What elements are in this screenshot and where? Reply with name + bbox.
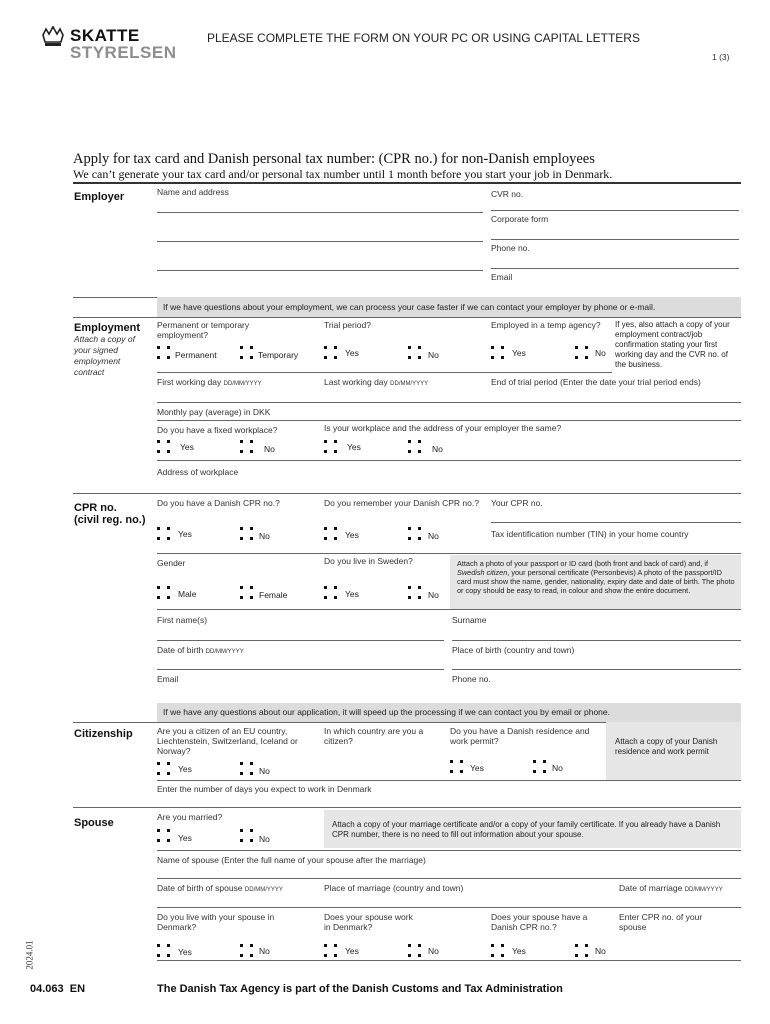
divider (491, 239, 739, 240)
spouse-cpr-yes-checkbox[interactable] (491, 944, 504, 957)
eu-yes-label: Yes (178, 764, 192, 774)
temporary-checkbox[interactable] (240, 346, 253, 359)
place-birth-label: Place of birth (country and town) (452, 645, 575, 655)
trial-yes-checkbox[interactable] (324, 346, 337, 359)
trial-no-checkbox[interactable] (408, 346, 421, 359)
section-employment: Employment (74, 322, 141, 334)
logo-text-skatte: SKATTE (70, 26, 140, 45)
permit-yes-label: Yes (470, 763, 484, 773)
spouse-work-yes-checkbox[interactable] (324, 944, 337, 957)
note-part-2: , your personal certificate (Personbevis) A photo of the passport/ID card must show the name, gender, nationality, expiry date and date of birth. The photo or copy should be easy to read, in colour and show the entire document. (457, 568, 735, 595)
last-working-day-label (324, 377, 428, 387)
divider (157, 960, 741, 961)
male-label: Male (178, 589, 197, 599)
spouse-cpr-enter-label: Enter CPR no. of your spouse (619, 912, 703, 932)
email-field[interactable] (157, 685, 444, 698)
employment-attach-note: Attach a copy of your signed employment contract (74, 334, 135, 377)
live-sweden-question: Do you live in Sweden? (324, 556, 413, 566)
have-cpr-no-label: No (259, 531, 270, 541)
surname-label: Surname (452, 615, 487, 625)
sweden-yes-checkbox[interactable] (324, 586, 337, 599)
section-spouse: Spouse (74, 817, 114, 829)
female-checkbox[interactable] (240, 586, 253, 599)
divider (491, 268, 739, 269)
days-work-field[interactable] (157, 795, 741, 807)
have-cpr-yes-checkbox[interactable] (157, 527, 170, 540)
page-number: 1 (3) (712, 52, 730, 62)
email-label: Email (157, 674, 179, 684)
agency-attach-note: If yes, also attach a copy of your employment contract/job confirmation stating your first working day and the CVR no. of the business. (615, 320, 730, 369)
workplace-address-label: Address of workplace (157, 467, 239, 477)
phone-field[interactable] (452, 685, 741, 698)
section-cpr: CPR no. (74, 502, 117, 514)
eu-yes-checkbox[interactable] (157, 762, 170, 775)
divider (157, 372, 612, 373)
live-with-yes-checkbox[interactable] (157, 944, 170, 957)
spouse-dob-label (157, 883, 283, 893)
marriage-attach-note: Attach a copy of your marriage certificate and/or a copy of your family certificate. If you already have a Danish CPR number, there is no need to fill out information about your spouse. (332, 820, 721, 839)
divider (157, 907, 741, 908)
remember-yes-label: Yes (345, 530, 359, 540)
date-marriage-text: Date of marriage (619, 883, 683, 893)
spouse-name-field[interactable] (157, 866, 741, 878)
divider (452, 669, 741, 670)
which-country-question: In which country are you a citizen? (324, 726, 424, 746)
monthly-pay-label: Monthly pay (average) in DKK (157, 407, 271, 417)
first-working-day-label (157, 377, 262, 387)
married-yes-checkbox[interactable] (157, 829, 170, 842)
divider (452, 640, 741, 641)
have-cpr-no-checkbox[interactable] (240, 527, 253, 540)
trial-question: Trial period? (324, 320, 371, 330)
divider (157, 850, 741, 851)
end-trial-field[interactable] (491, 388, 739, 402)
divider (157, 669, 444, 670)
male-checkbox[interactable] (157, 586, 170, 599)
note-part-1: Attach a photo of your passport or ID card (both front and back of card) and, if (457, 559, 709, 568)
date-format: DD/MM/YYYY (244, 887, 283, 893)
sweden-no-label: No (428, 590, 439, 600)
your-cpr-label: Your CPR no. (491, 498, 543, 508)
last-working-day-text: Last working day (324, 377, 388, 387)
married-no-checkbox[interactable] (240, 829, 253, 842)
dob-label (157, 645, 244, 655)
divider (73, 807, 741, 808)
perm-temp-question: Permanent or temporary employment? (157, 320, 250, 340)
section-employer: Employer (74, 191, 125, 203)
divider (157, 640, 444, 641)
eu-no-checkbox[interactable] (240, 762, 253, 775)
divider (157, 241, 483, 242)
spouse-name-label: Name of spouse (Enter the full name of your spouse after the marriage) (157, 855, 426, 865)
divider (157, 553, 741, 554)
date-format: DD/MM/YYYY (223, 381, 262, 387)
which-country-field[interactable] (324, 748, 442, 776)
same-no-label: No (432, 444, 443, 454)
permanent-label: Permanent (175, 350, 217, 360)
employer-phone-field[interactable] (491, 253, 739, 267)
place-marriage-label: Place of marriage (country and town) (324, 883, 464, 893)
tin-field[interactable] (491, 540, 739, 552)
divider (157, 609, 741, 610)
date-format: DD/MM/YYYY (205, 649, 244, 655)
date-format: DD/MM/YYYY (684, 887, 723, 893)
title-rule (73, 182, 741, 184)
dob-text: Date of birth (157, 645, 204, 655)
note-emphasis: Swedish citizen (457, 568, 508, 577)
have-cpr-yes-label: Yes (178, 529, 192, 539)
employer-email-field[interactable] (491, 282, 739, 296)
last-working-day-field[interactable] (324, 388, 484, 402)
temp-agency-question: Employed in a temp agency? (491, 320, 601, 330)
same-yes-checkbox[interactable] (324, 440, 337, 453)
fixed-no-label: No (264, 444, 275, 454)
date-marriage-label (619, 883, 723, 893)
first-working-day-field[interactable] (157, 388, 317, 402)
remember-no-checkbox[interactable] (408, 527, 421, 540)
fixed-yes-checkbox[interactable] (157, 440, 170, 453)
employer-contact-notice: If we have questions about your employment, we can process your case faster if we can contact your employer by phone or e-mail. (157, 297, 741, 317)
live-with-spouse-question: Do you live with your spouse in Denmark? (157, 912, 275, 932)
section-cpr-sub: (civil reg. no.) (74, 514, 146, 526)
spouse-dob-text: Date of birth of spouse (157, 883, 243, 893)
spouse-cpr-no-label: No (595, 946, 606, 956)
sweden-no-checkbox[interactable] (408, 586, 421, 599)
trial-no-label: No (428, 350, 439, 360)
corporate-form-label: Corporate form (491, 214, 549, 224)
permanent-checkbox[interactable] (157, 346, 170, 359)
form-instruction: PLEASE COMPLETE THE FORM ON YOUR PC OR USING CAPITAL LETTERS (207, 31, 640, 45)
same-address-question: Is your workplace and the address of your employer the same? (324, 423, 562, 433)
dob-field[interactable] (157, 656, 444, 669)
permit-no-checkbox[interactable] (533, 760, 546, 773)
live-with-no-label: No (259, 946, 270, 956)
divider (157, 878, 741, 879)
residence-permit-question: Do you have a Danish residence and work permit? (450, 726, 590, 746)
date-format: DD/MM/YYYY (390, 381, 429, 387)
permit-no-label: No (552, 763, 563, 773)
have-cpr-question: Do you have a Danish CPR no.? (157, 498, 280, 508)
gender-label: Gender (157, 558, 186, 568)
agency-footer: The Danish Tax Agency is part of the Danish Customs and Tax Administration (157, 983, 563, 995)
same-yes-label: Yes (347, 442, 361, 452)
employer-phone-label: Phone no. (491, 243, 530, 253)
section-citizenship: Citizenship (74, 728, 133, 740)
employer-email-label: Email (491, 272, 513, 282)
first-names-label: First name(s) (157, 615, 208, 625)
married-yes-label: Yes (178, 833, 192, 843)
agency-yes-checkbox[interactable] (491, 346, 504, 359)
permit-attach-note: Attach a copy of your Danish residence and work permit (615, 737, 718, 756)
spouse-cpr-yes-label: Yes (512, 946, 526, 956)
divider (157, 270, 483, 271)
cvr-label: CVR no. (491, 189, 524, 199)
fixed-yes-label: Yes (180, 442, 194, 452)
divider (157, 420, 741, 421)
married-question: Are you married? (157, 812, 223, 822)
phone-label: Phone no. (452, 674, 491, 684)
agency-no-checkbox[interactable] (575, 346, 588, 359)
first-names-field[interactable] (157, 626, 444, 639)
crown-icon (40, 26, 66, 48)
divider (157, 460, 741, 461)
date-marriage-field[interactable] (619, 894, 741, 906)
divider (157, 780, 741, 781)
spouse-work-no-checkbox[interactable] (408, 944, 421, 957)
employer-name-address-label: Name and address (157, 187, 229, 197)
cpr-number-field[interactable] (491, 508, 739, 522)
spouse-cpr-question: Does your spouse have a Danish CPR no.? (491, 912, 588, 932)
live-with-no-checkbox[interactable] (240, 944, 253, 957)
divider (73, 317, 741, 318)
place-birth-field[interactable] (452, 656, 741, 669)
same-no-checkbox[interactable] (408, 440, 421, 453)
spouse-work-yes-label: Yes (345, 946, 359, 956)
remember-no-label: No (428, 531, 439, 541)
permit-yes-checkbox[interactable] (450, 760, 463, 773)
employer-name-address-field[interactable] (157, 198, 483, 272)
end-trial-label: End of trial period (Enter the date your trial period ends) (491, 377, 701, 387)
corporate-form-field[interactable] (491, 224, 739, 238)
logo-text-styrelsen: STYRELSEN (70, 43, 177, 62)
tin-label: Tax identification number (TIN) in your home country (491, 529, 689, 539)
remember-cpr-question: Do you remember your Danish CPR no.? (324, 498, 479, 508)
form-number: 04.063 EN (30, 983, 86, 995)
divider (491, 210, 739, 211)
fixed-no-checkbox[interactable] (240, 440, 253, 453)
sweden-yes-label: Yes (345, 589, 359, 599)
form-title: Apply for tax card and Danish personal tax number: (CPR no.) for non-Danish employees (73, 151, 595, 167)
first-working-day-text: First working day (157, 377, 222, 387)
spouse-dob-field[interactable] (157, 894, 317, 906)
live-with-yes-label: Yes (178, 947, 192, 957)
fixed-workplace-question: Do you have a fixed workplace? (157, 425, 278, 435)
spouse-work-no-label: No (428, 946, 439, 956)
form-subtitle: We can’t generate your tax card and/or personal tax number until 1 month before you start your job in Denmark. (73, 167, 613, 181)
agency-yes-label: Yes (512, 348, 526, 358)
passport-photo-note-text (457, 559, 737, 595)
logo (40, 24, 190, 64)
surname-field[interactable] (452, 626, 741, 639)
applicant-contact-notice: If we have any questions about our application, it will speed up the processing if we can contact you by email or phone. (157, 703, 741, 722)
eu-citizen-question: Are you a citizen of an EU country, Liechtenstein, Switzerland, Iceland or Norway? (157, 726, 298, 756)
spouse-cpr-no-checkbox[interactable] (575, 944, 588, 957)
spouse-cpr-field[interactable] (619, 940, 741, 958)
monthly-pay-field[interactable] (300, 405, 460, 419)
trial-yes-label: Yes (345, 348, 359, 358)
version-vertical: 2024.01 (24, 940, 35, 970)
divider (157, 402, 741, 403)
divider (157, 212, 483, 213)
spouse-work-question: Does your spouse work in Denmark? (324, 912, 413, 932)
agency-no-label: No (595, 348, 606, 358)
divider (73, 493, 741, 494)
days-work-label: Enter the number of days you expect to work in Denmark (157, 784, 372, 794)
remember-yes-checkbox[interactable] (324, 527, 337, 540)
eu-no-label: No (259, 766, 270, 776)
female-label: Female (259, 590, 288, 600)
workplace-address-field[interactable] (157, 478, 741, 492)
married-no-label: No (259, 834, 270, 844)
place-marriage-field[interactable] (324, 894, 609, 906)
temporary-label: Temporary (258, 350, 299, 360)
divider (491, 522, 741, 523)
